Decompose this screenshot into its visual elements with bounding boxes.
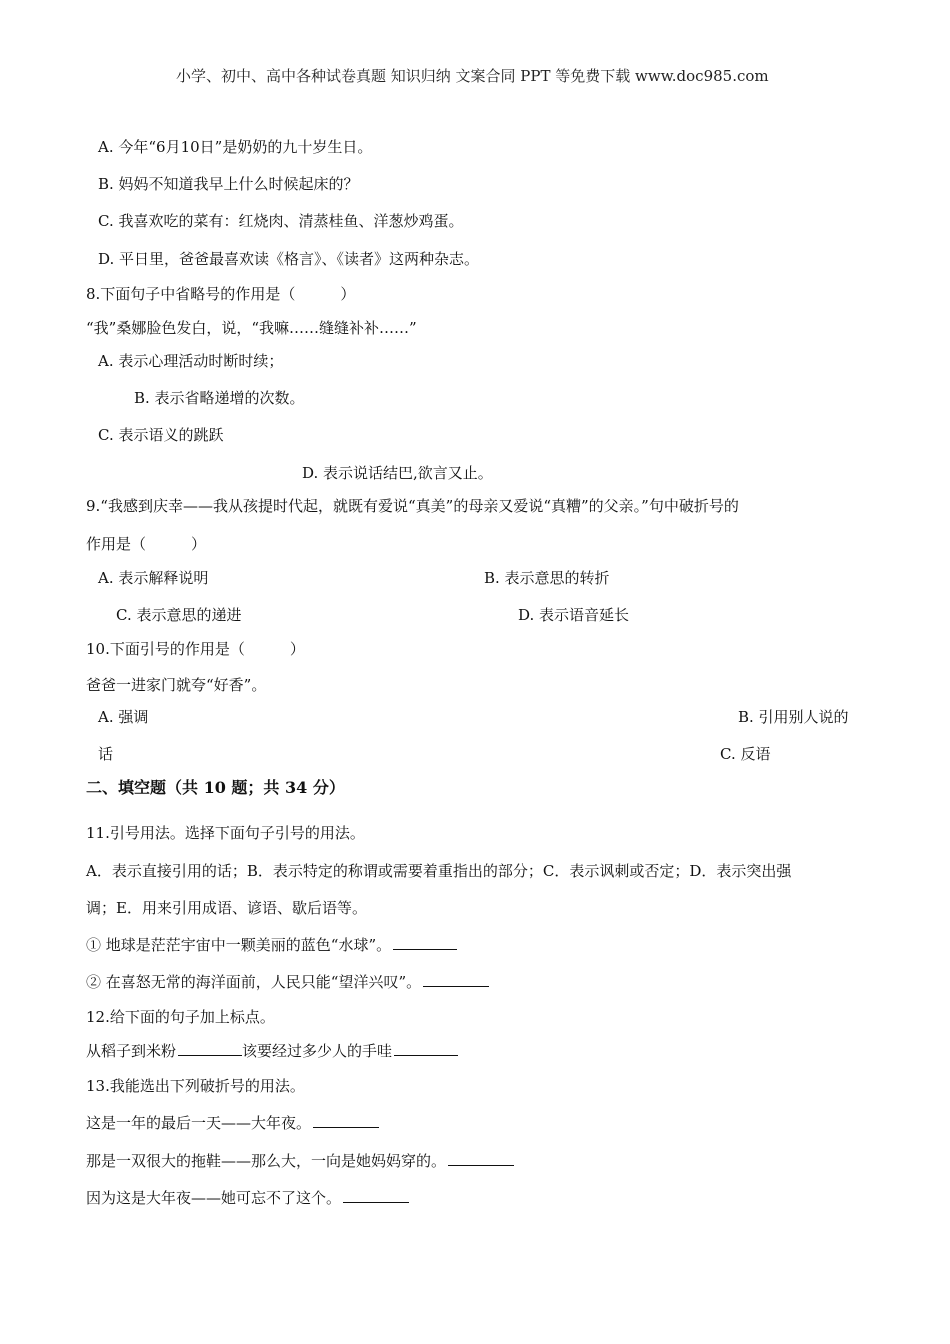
q11-item-2-text: ② 在喜怒无常的海洋面前，人民只能“望洋兴叹”。 [86, 973, 422, 991]
q8-quote: “我”桑娜脸色发白，说，“我嘛……缝缝补补……” [86, 319, 417, 337]
q13-item-2-blank[interactable] [448, 1151, 514, 1166]
q11-item-2 [86, 972, 489, 992]
q13-item-1 [86, 1113, 379, 1133]
q7-option-a: A. 今年“6月10日”是奶奶的九十岁生日。 [98, 138, 373, 156]
q9-stem-line1: 9.“我感到庆幸——我从孩提时代起，就既有爱说“真美”的母亲又爱说“真糟”的父亲。”句中破折号的 [86, 497, 739, 515]
q11-stem: 11.引号用法。选择下面句子引号的用法。 [86, 824, 365, 842]
q8-option-b: B. 表示省略递增的次数。 [134, 389, 305, 407]
q13-item-2-text: 那是一双很大的拖鞋——那么大，一向是她妈妈穿的。 [86, 1152, 447, 1170]
q13-stem: 13.我能选出下列破折号的用法。 [86, 1077, 305, 1095]
q8-option-c: C. 表示语义的跳跃 [98, 426, 224, 444]
q13-item-3 [86, 1188, 409, 1208]
q9-option-b: B. 表示意思的转折 [484, 569, 610, 587]
q10-stem: 10.下面引号的作用是（ ） [86, 640, 305, 658]
q12-blank-1[interactable] [178, 1041, 242, 1056]
q13-item-1-text: 这是一年的最后一天——大年夜。 [86, 1114, 312, 1132]
q13-item-3-text: 因为这是大年夜——她可忘不了这个。 [86, 1189, 342, 1207]
q11-legend-line1: A．表示直接引用的话；B．表示特定的称谓或需要着重指出的部分；C．表示讽刺或否定；D．表示突出强 [86, 862, 792, 880]
q10-option-b: B. 引用别人说的 [738, 708, 849, 726]
q11-item-1-blank[interactable] [393, 935, 457, 950]
q11-legend-line2: 调；E．用来引用成语、谚语、歇后语等。 [86, 899, 367, 917]
q12-part-1: 从稻子到米粉 [86, 1042, 177, 1060]
q11-item-1 [86, 935, 457, 955]
q7-option-b: B. 妈妈不知道我早上什么时候起床的？ [98, 175, 359, 193]
q10-option-a: A. 强调 [98, 708, 149, 726]
q12-sentence [86, 1041, 458, 1061]
q7-option-c: C. 我喜欢吃的菜有：红烧肉、清蒸桂鱼、洋葱炒鸡蛋。 [98, 212, 464, 230]
q13-item-2 [86, 1151, 514, 1171]
q9-option-a: A. 表示解释说明 [98, 569, 209, 587]
page-header: 小学、初中、高中各种试卷真题 知识归纳 文案合同 PPT 等免费下载 www.doc985.com [176, 67, 769, 85]
q7-option-d: D. 平日里，爸爸最喜欢读《格言》、《读者》这两种杂志。 [98, 250, 480, 268]
q8-option-d: D. 表示说话结巴,欲言又止。 [302, 464, 493, 482]
q11-item-1-text: ① 地球是茫茫宇宙中一颗美丽的蓝色“水球”。 [86, 936, 392, 954]
q9-option-c: C. 表示意思的递进 [116, 606, 242, 624]
q10-option-c: C. 反语 [720, 745, 771, 763]
q13-item-1-blank[interactable] [313, 1113, 379, 1128]
q10-sentence: 爸爸一进家门就夸“好香”。 [86, 676, 267, 694]
q13-item-3-blank[interactable] [343, 1188, 409, 1203]
q11-item-2-blank[interactable] [423, 972, 489, 987]
q8-stem: 8.下面句子中省略号的作用是（ ） [86, 285, 356, 303]
q9-stem-line2: 作用是（ ） [86, 535, 207, 553]
q12-stem: 12.给下面的句子加上标点。 [86, 1008, 275, 1026]
q9-option-d: D. 表示语音延长 [518, 606, 630, 624]
q12-part-2: 该要经过多少人的手哇 [242, 1042, 393, 1060]
q8-option-a: A. 表示心理活动时断时续； [98, 352, 284, 370]
section-title-fill-in: 二、填空题（共 10 题；共 34 分） [86, 778, 345, 797]
q12-blank-2[interactable] [394, 1041, 458, 1056]
q10-option-b-continued: 话 [98, 745, 114, 763]
